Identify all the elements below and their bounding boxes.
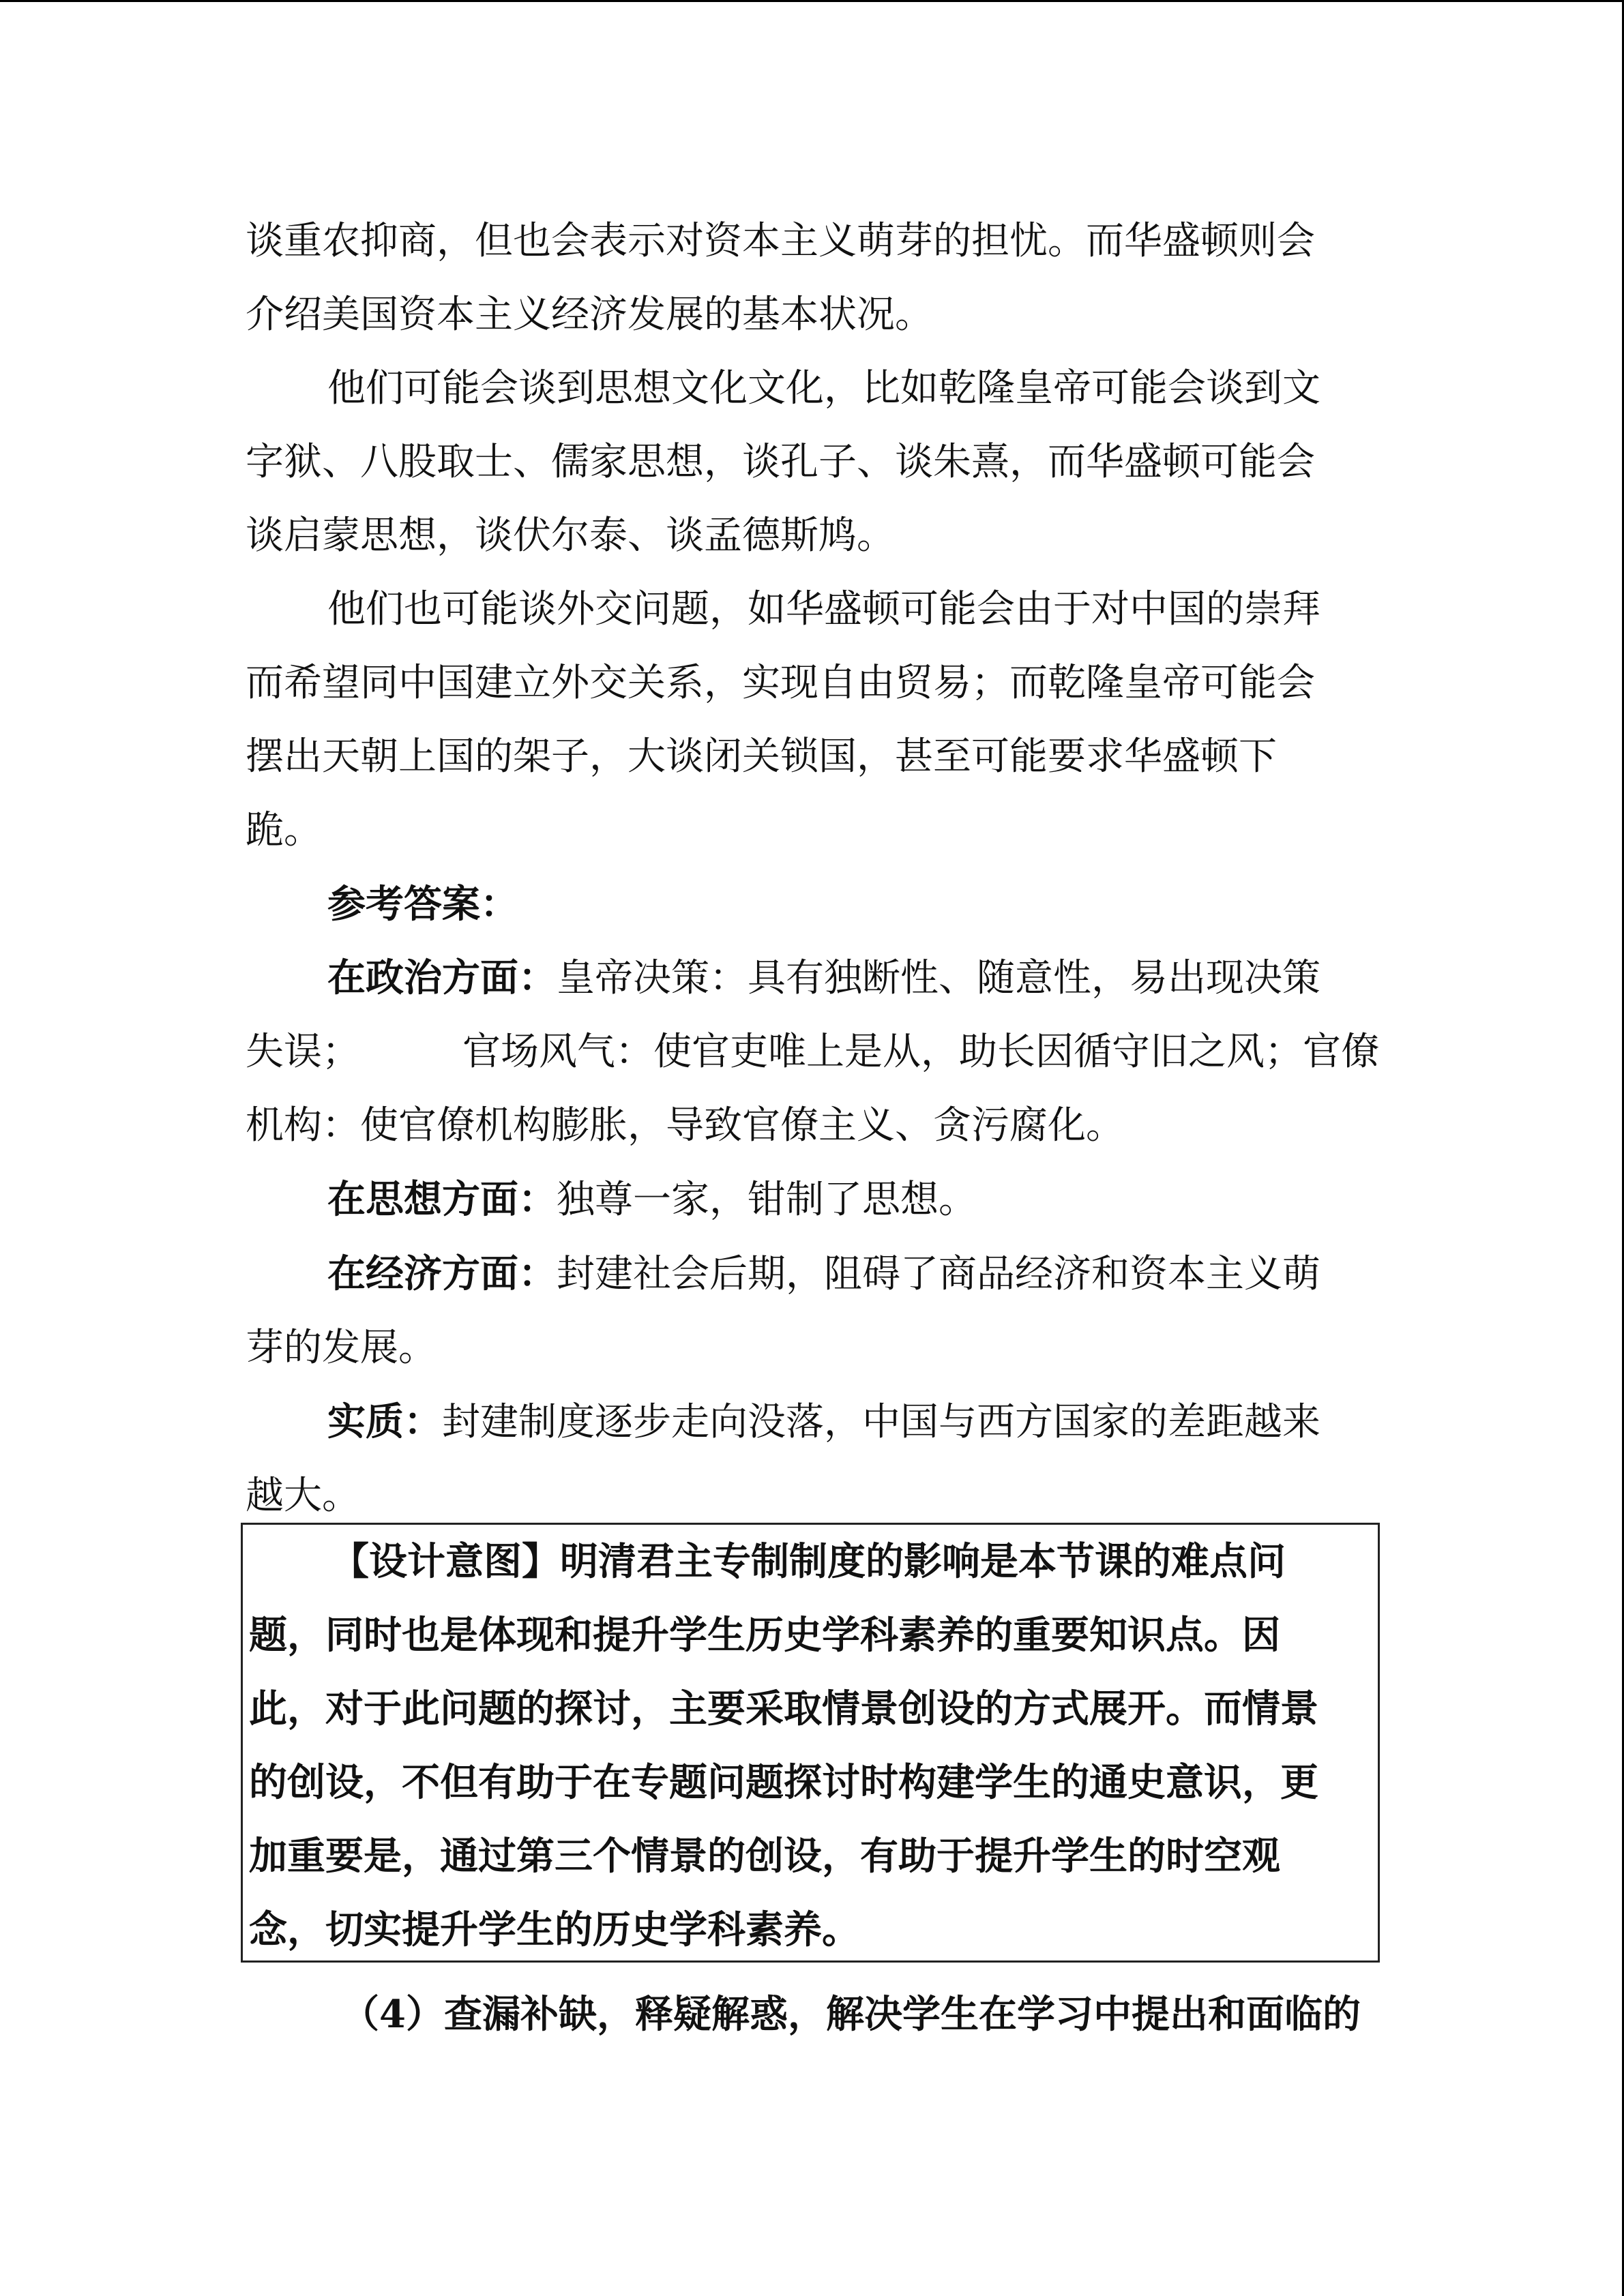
- document-body: [246, 205, 1391, 1533]
- text-line: 字狱、八股取士、儒家思想，谈孔子、谈朱熹，而华盛顿可能会: [246, 440, 1315, 484]
- politics-line: [246, 941, 1391, 1015]
- thought-line: [246, 1163, 1391, 1237]
- design-intent-line: 此，对于此问题的探讨，主要采取情景创设的方式展开。而情景: [249, 1686, 1318, 1731]
- design-intent-line: 念，切实提升学生的历史学科素养。: [249, 1907, 860, 1952]
- economy-line: 芽的发展。: [246, 1326, 437, 1370]
- thought-label: 在思想方面：: [327, 1177, 557, 1222]
- text-line: 他们也可能谈外交问题，如华盛顿可能会由于对中国的崇拜: [327, 587, 1320, 631]
- essence-label: 实质：: [327, 1399, 442, 1444]
- design-intent-line: 【设计意图】明清君主专制制度的影响是本节课的难点问: [331, 1539, 1286, 1584]
- thought-text: 独尊一家，钳制了思想。: [557, 1178, 977, 1222]
- design-intent-line: 题，同时也是体现和提升学生历史学科素养的重要知识点。因: [249, 1613, 1280, 1658]
- design-intent-box: [241, 1523, 1380, 1963]
- design-intent-line: 的创设，不但有助于在专题问题探讨时构建学生的通史意识，更: [249, 1760, 1318, 1805]
- economy-line: [246, 1237, 1391, 1311]
- page-border-top: [0, 0, 1624, 2]
- politics-line: [246, 1015, 1391, 1089]
- text-line: 介绍美国资本主义经济发展的基本状况。: [246, 293, 933, 337]
- design-intent-line: 加重要是，通过第三个情景的创设，有助于提升学生的时空观: [249, 1834, 1280, 1879]
- essence-line: [246, 1385, 1391, 1459]
- text-line: 摆出天朝上国的架子，大谈闭关锁国，甚至可能要求华盛顿下: [246, 734, 1277, 779]
- text-line: 而希望同中国建立外交关系，实现自由贸易；而乾隆皇帝可能会: [246, 661, 1315, 705]
- text-line: 他们可能会谈到思想文化文化，比如乾隆皇帝可能会谈到文: [327, 366, 1320, 411]
- text-line: 跪。: [246, 808, 322, 852]
- text-line: 谈启蒙思想，谈伏尔泰、谈孟德斯鸠。: [246, 513, 895, 558]
- text-line: 谈重农抑商，但也会表示对资本主义萌芽的担忧。而华盛顿则会: [246, 219, 1315, 263]
- politics-label: 在政治方面：: [327, 955, 557, 1000]
- essence-line: 越大。: [246, 1474, 360, 1518]
- politics-text: 皇帝决策：具有独断性、随意性，易出现决策: [557, 956, 1320, 1000]
- essence-text: 封建制度逐步走向没落，中国与西方国家的差距越来: [442, 1400, 1320, 1444]
- answer-heading: 参考答案：: [327, 882, 518, 927]
- economy-label: 在经济方面：: [327, 1251, 557, 1296]
- next-section-heading: （4）查漏补缺，释疑解惑，解决学生在学习中提出和面临的: [341, 1992, 1361, 2037]
- economy-text: 封建社会后期，阻碍了商品经济和资本主义萌: [557, 1252, 1320, 1296]
- politics-text: 官场风气：使官吏唯上是从，助长因循守旧之风；官僚: [462, 1030, 1379, 1074]
- politics-line: 机构：使官僚机构膨胀，导致官僚主义、贪污腐化。: [246, 1103, 1124, 1148]
- politics-text: 失误；: [246, 1030, 360, 1074]
